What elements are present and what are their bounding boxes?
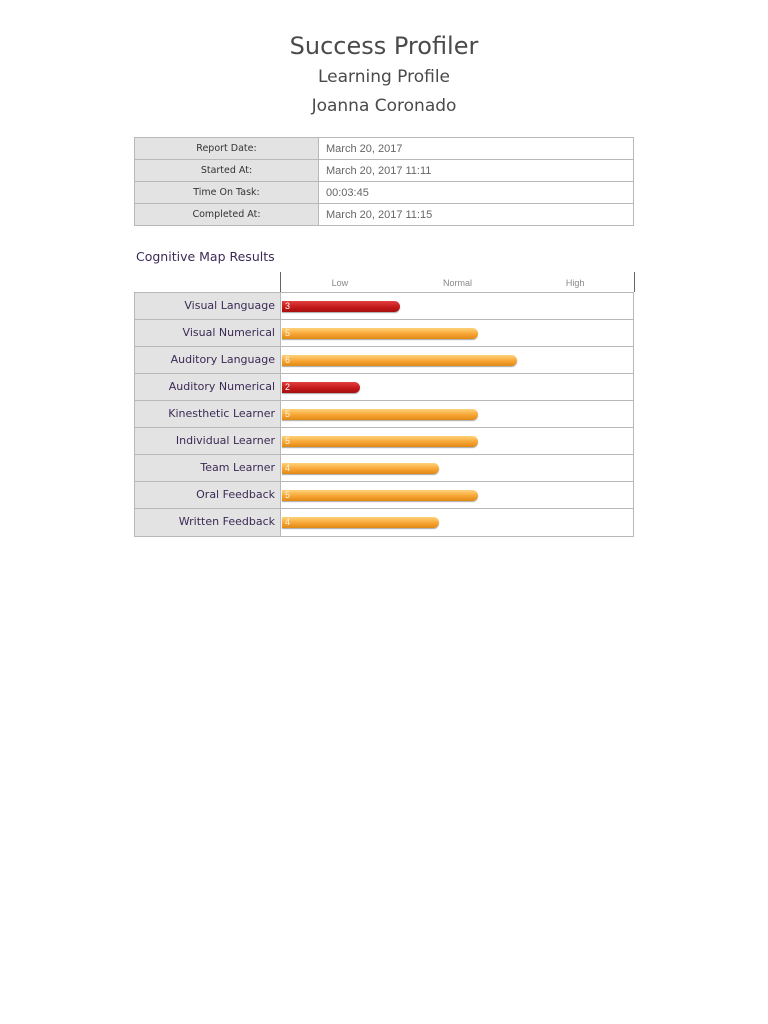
score-bar — [282, 382, 360, 393]
chart-row — [135, 401, 633, 428]
score-value: 3 — [285, 301, 291, 311]
score-bar — [282, 490, 478, 501]
report-info-table — [134, 137, 634, 226]
category-label: Written Feedback — [135, 509, 281, 536]
section-title: Cognitive Map Results — [136, 249, 275, 264]
score-value: 5 — [285, 328, 291, 338]
scale-label-high: High — [565, 278, 585, 288]
chart-row — [135, 509, 633, 536]
info-label: Completed At: — [135, 204, 319, 226]
info-label: Started At: — [135, 160, 319, 182]
category-label: Visual Language — [135, 293, 281, 319]
info-row-report-date — [135, 138, 634, 160]
category-label: Oral Feedback — [135, 482, 281, 508]
info-label: Time On Task: — [135, 182, 319, 204]
scale-header — [280, 272, 635, 292]
info-row-completed-at — [135, 204, 634, 226]
score-value: 4 — [285, 517, 291, 527]
score-bar — [282, 328, 478, 339]
report-subtitle: Learning Profile — [317, 67, 451, 87]
score-bar — [282, 436, 478, 447]
info-row-time-on-task — [135, 182, 634, 204]
chart-row — [135, 482, 633, 509]
chart-row — [135, 347, 633, 374]
info-label: Report Date: — [135, 138, 319, 160]
info-value: 00:03:45 — [319, 182, 634, 204]
category-label: Kinesthetic Learner — [135, 401, 281, 427]
cognitive-map-chart — [134, 272, 634, 537]
category-label: Team Learner — [135, 455, 281, 481]
report-title: Success Profiler — [289, 32, 479, 60]
chart-row — [135, 320, 633, 347]
chart-row — [135, 428, 633, 455]
score-value: 5 — [285, 436, 291, 446]
score-bar — [282, 409, 478, 420]
chart-rows — [134, 292, 634, 537]
info-row-started-at — [135, 160, 634, 182]
score-value: 5 — [285, 409, 291, 419]
score-bar — [282, 301, 400, 312]
info-value: March 20, 2017 11:15 — [319, 204, 634, 226]
score-value: 4 — [285, 463, 291, 473]
score-value: 6 — [285, 355, 291, 365]
info-value: March 20, 2017 11:11 — [319, 160, 634, 182]
candidate-name: Joanna Coronado — [311, 96, 457, 116]
chart-row — [135, 455, 633, 482]
category-label: Auditory Numerical — [135, 374, 281, 400]
score-bar — [282, 517, 439, 528]
scale-label-low: Low — [331, 278, 349, 288]
score-bar — [282, 463, 439, 474]
chart-row — [135, 374, 633, 401]
category-label: Auditory Language — [135, 347, 281, 373]
info-value: March 20, 2017 — [319, 138, 634, 160]
score-bar — [282, 355, 517, 366]
category-label: Individual Learner — [135, 428, 281, 454]
score-value: 5 — [285, 490, 291, 500]
score-value: 2 — [285, 382, 291, 392]
scale-label-normal: Normal — [442, 278, 473, 288]
chart-row — [135, 293, 633, 320]
category-label: Visual Numerical — [135, 320, 281, 346]
